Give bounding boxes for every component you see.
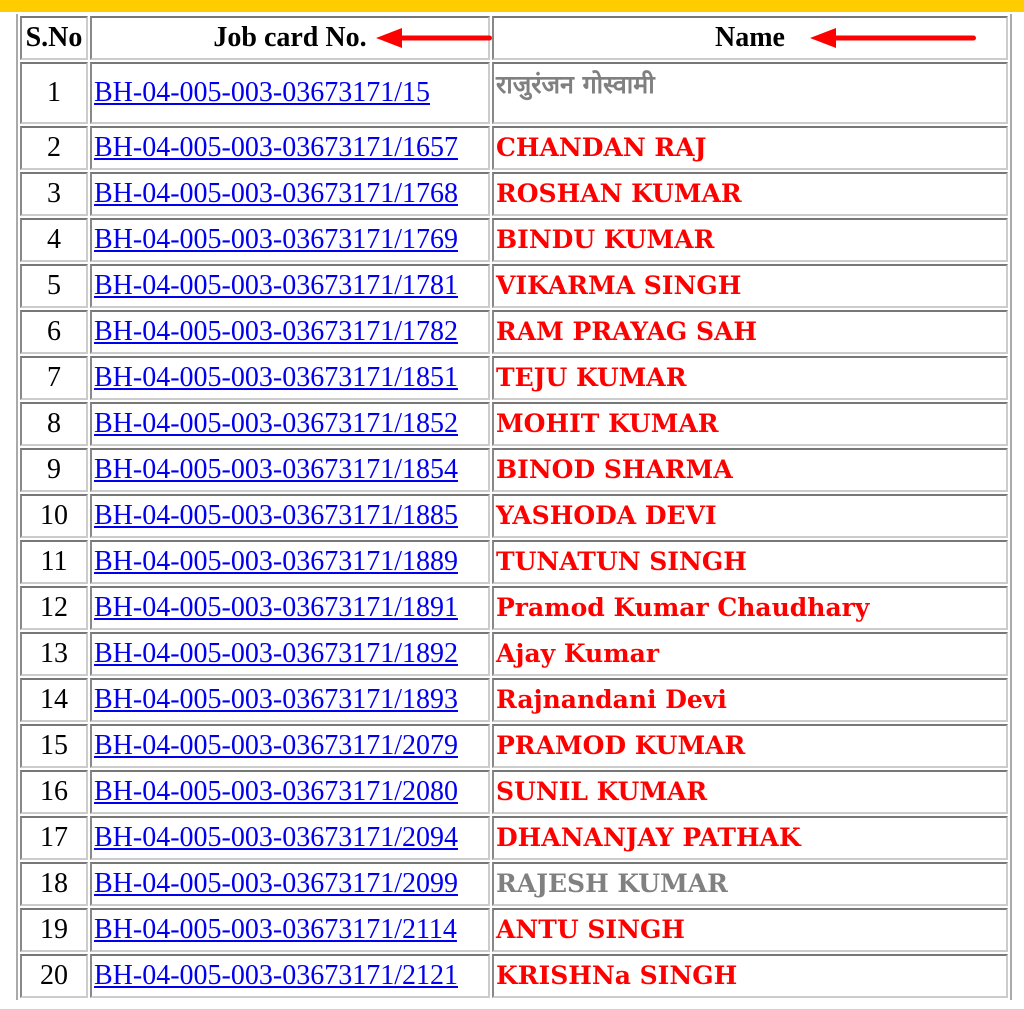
worker-name: TEJU KUMAR: [492, 356, 1008, 400]
serial-number: 4: [20, 218, 88, 262]
table-row: [20, 310, 1008, 354]
table-body: [20, 62, 1008, 998]
serial-number: 13: [20, 632, 88, 676]
serial-number: 9: [20, 448, 88, 492]
job-card-cell: [90, 126, 490, 170]
job-card-cell: [90, 62, 490, 124]
job-card-link[interactable]: BH-04-005-003-03673171/1893: [94, 684, 458, 715]
serial-number: 17: [20, 816, 88, 860]
serial-number: 3: [20, 172, 88, 216]
table-row: [20, 448, 1008, 492]
worker-name: TUNATUN SINGH: [492, 540, 1008, 584]
worker-name: YASHODA DEVI: [492, 494, 1008, 538]
job-card-link[interactable]: BH-04-005-003-03673171/1657: [94, 132, 458, 163]
worker-name: RAJESH KUMAR: [492, 862, 1008, 906]
serial-number: 18: [20, 862, 88, 906]
header-name-label: Name: [715, 22, 785, 53]
header-sno: S.No: [20, 16, 88, 60]
table-row: [20, 402, 1008, 446]
table-row: [20, 908, 1008, 952]
serial-number: 1: [20, 62, 88, 124]
job-card-cell: [90, 264, 490, 308]
job-card-link[interactable]: BH-04-005-003-03673171/1889: [94, 546, 458, 577]
serial-number: 15: [20, 724, 88, 768]
table-row: [20, 954, 1008, 998]
job-card-link[interactable]: BH-04-005-003-03673171/1768: [94, 178, 458, 209]
job-card-cell: [90, 402, 490, 446]
serial-number: 19: [20, 908, 88, 952]
table-row: [20, 586, 1008, 630]
table-row: [20, 218, 1008, 262]
red-arrow-icon: [376, 27, 492, 49]
job-card-cell: [90, 954, 490, 998]
job-card-link[interactable]: BH-04-005-003-03673171/2121: [94, 960, 458, 991]
worker-name: SUNIL KUMAR: [492, 770, 1008, 814]
table-row: [20, 862, 1008, 906]
table-row: [20, 172, 1008, 216]
job-card-cell: [90, 356, 490, 400]
job-card-cell: [90, 724, 490, 768]
job-card-link[interactable]: BH-04-005-003-03673171/1769: [94, 224, 458, 255]
job-card-link[interactable]: BH-04-005-003-03673171/1891: [94, 592, 458, 623]
serial-number: 6: [20, 310, 88, 354]
job-card-link[interactable]: BH-04-005-003-03673171/1892: [94, 638, 458, 669]
header-job-card-label: Job card No.: [213, 22, 367, 53]
table-row: [20, 816, 1008, 860]
serial-number: 20: [20, 954, 88, 998]
serial-number: 11: [20, 540, 88, 584]
worker-name: RAM PRAYAG SAH: [492, 310, 1008, 354]
table-row: [20, 632, 1008, 676]
job-card-cell: [90, 540, 490, 584]
table-row: [20, 770, 1008, 814]
worker-name: PRAMOD KUMAR: [492, 724, 1008, 768]
job-card-link[interactable]: BH-04-005-003-03673171/2114: [94, 914, 457, 945]
job-card-link[interactable]: BH-04-005-003-03673171/2079: [94, 730, 458, 761]
job-card-link[interactable]: BH-04-005-003-03673171/1885: [94, 500, 458, 531]
job-card-cell: [90, 172, 490, 216]
job-card-link[interactable]: BH-04-005-003-03673171/1781: [94, 270, 458, 301]
job-card-link[interactable]: BH-04-005-003-03673171/2094: [94, 822, 458, 853]
header-name: [492, 16, 1008, 60]
job-card-cell: [90, 862, 490, 906]
worker-name: BINOD SHARMA: [492, 448, 1008, 492]
serial-number: 10: [20, 494, 88, 538]
job-card-link[interactable]: BH-04-005-003-03673171/1782: [94, 316, 458, 347]
worker-name: Pramod Kumar Chaudhary: [492, 586, 1008, 630]
table-row: [20, 678, 1008, 722]
job-card-cell: [90, 908, 490, 952]
worker-name: CHANDAN RAJ: [492, 126, 1008, 170]
job-card-link[interactable]: BH-04-005-003-03673171/2099: [94, 868, 458, 899]
serial-number: 7: [20, 356, 88, 400]
job-card-cell: [90, 310, 490, 354]
worker-name: DHANANJAY PATHAK: [492, 816, 1008, 860]
worker-name: MOHIT KUMAR: [492, 402, 1008, 446]
serial-number: 14: [20, 678, 88, 722]
job-card-cell: [90, 770, 490, 814]
job-card-table: [18, 14, 1010, 1000]
table-row: [20, 724, 1008, 768]
table-row: [20, 62, 1008, 124]
serial-number: 2: [20, 126, 88, 170]
job-card-link[interactable]: BH-04-005-003-03673171/1854: [94, 454, 458, 485]
job-card-cell: [90, 218, 490, 262]
header-job-card: [90, 16, 490, 60]
serial-number: 16: [20, 770, 88, 814]
table-row: [20, 494, 1008, 538]
job-card-link[interactable]: BH-04-005-003-03673171/1851: [94, 362, 458, 393]
job-card-link[interactable]: BH-04-005-003-03673171/2080: [94, 776, 458, 807]
worker-name: Ajay Kumar: [492, 632, 1008, 676]
serial-number: 8: [20, 402, 88, 446]
job-card-cell: [90, 586, 490, 630]
worker-name: ANTU SINGH: [492, 908, 1008, 952]
worker-name: KRISHNa SINGH: [492, 954, 1008, 998]
serial-number: 5: [20, 264, 88, 308]
worker-name: राजुरंजन गोस्वामी: [492, 62, 1008, 124]
job-card-cell: [90, 816, 490, 860]
table-header-row: [20, 16, 1008, 60]
red-arrow-icon: [810, 27, 976, 49]
worker-name: Rajnandani Devi: [492, 678, 1008, 722]
table-row: [20, 126, 1008, 170]
serial-number: 12: [20, 586, 88, 630]
job-card-cell: [90, 448, 490, 492]
table-row: [20, 540, 1008, 584]
top-accent-bar: [0, 0, 1024, 12]
job-card-link[interactable]: BH-04-005-003-03673171/1852: [94, 408, 458, 439]
worker-name: BINDU KUMAR: [492, 218, 1008, 262]
job-card-cell: [90, 632, 490, 676]
worker-name: VIKARMA SINGH: [492, 264, 1008, 308]
job-card-link[interactable]: BH-04-005-003-03673171/15: [94, 77, 430, 108]
table-row: [20, 356, 1008, 400]
worker-name: ROSHAN KUMAR: [492, 172, 1008, 216]
table-row: [20, 264, 1008, 308]
job-card-cell: [90, 494, 490, 538]
job-card-cell: [90, 678, 490, 722]
job-card-table-container: [16, 14, 1012, 1000]
